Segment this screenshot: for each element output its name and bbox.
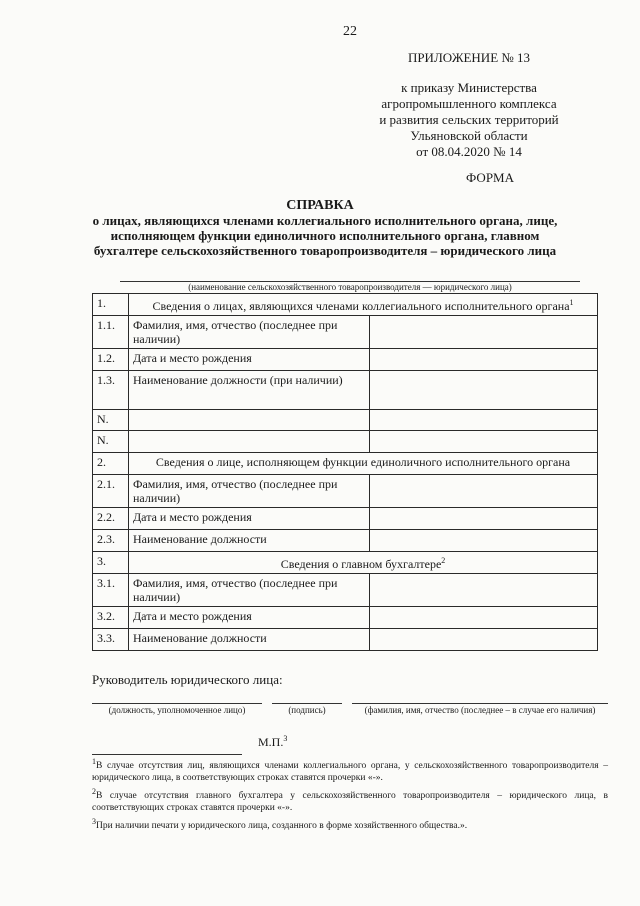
order-line: Ульяновской области bbox=[410, 128, 528, 143]
row-number: N. bbox=[93, 431, 129, 453]
section-title: Сведения о лице, исполняющем функции единоличного исполнительного органа bbox=[129, 453, 598, 475]
page-number: 22 bbox=[343, 24, 357, 39]
row-label[interactable] bbox=[129, 410, 370, 431]
row-number: 2.2. bbox=[93, 508, 129, 530]
row-label: Наименование должности bbox=[129, 629, 370, 651]
info-table bbox=[92, 293, 598, 651]
value-cell[interactable] bbox=[370, 475, 598, 508]
row-number: 2. bbox=[93, 453, 129, 475]
value-cell[interactable] bbox=[370, 508, 598, 530]
appendix-title: ПРИЛОЖЕНИЕ № 13 bbox=[407, 50, 531, 65]
table-row bbox=[93, 607, 598, 629]
table-row bbox=[93, 629, 598, 651]
row-label: Дата и место рождения bbox=[129, 607, 370, 629]
section-title: Сведения о главном бухгалтере$^2$ bbox=[129, 552, 598, 574]
value-cell[interactable] bbox=[370, 530, 598, 552]
row-label: Фамилия, имя, отчество (последнее при наличии) bbox=[129, 316, 370, 349]
table-row bbox=[93, 371, 598, 410]
head-of-entity-label: Руководитель юридического лица: bbox=[92, 672, 283, 687]
appendix-block bbox=[354, 50, 584, 160]
full-name-line[interactable] bbox=[352, 703, 608, 704]
section-row bbox=[93, 453, 598, 475]
value-cell[interactable] bbox=[370, 574, 598, 607]
row-number: 3.3. bbox=[93, 629, 129, 651]
row-number: 3.2. bbox=[93, 607, 129, 629]
row-number: 3.1. bbox=[93, 574, 129, 607]
section-title: Сведения о лицах, являющихся членами коллегиального исполнительного органа$^1$ bbox=[129, 294, 598, 316]
table-row bbox=[93, 410, 598, 431]
table-row bbox=[93, 316, 598, 349]
value-cell[interactable] bbox=[370, 371, 598, 410]
full-name-caption: (фамилия, имя, отчество (последнее – в случае его наличия) bbox=[364, 705, 596, 715]
footnote-separator bbox=[92, 754, 242, 755]
row-label[interactable] bbox=[129, 431, 370, 453]
footnotes bbox=[92, 756, 608, 834]
footnote-2: $^2$В случае отсутствия главного бухгалтера у сельскохозяйственного товаропроизводителя – юридического лица, в соответствующих строках ставятся прочерки «-». bbox=[92, 787, 608, 814]
order-line: агропромышленного комплекса bbox=[381, 96, 557, 111]
row-label: Наименование должности bbox=[129, 530, 370, 552]
row-label: Наименование должности (при наличии) bbox=[129, 371, 370, 410]
table-row bbox=[93, 475, 598, 508]
value-cell[interactable] bbox=[370, 349, 598, 371]
document-title: СПРАВКА bbox=[286, 198, 354, 213]
row-number: 1. bbox=[93, 294, 129, 316]
row-number: 1.3. bbox=[93, 371, 129, 410]
stamp-place-label: М.П.$^3$ bbox=[258, 734, 288, 749]
producer-name-caption: (наименование сельскохозяйственного товаропроизводителя — юридического лица) bbox=[188, 282, 512, 292]
row-number: 2.1. bbox=[93, 475, 129, 508]
order-line: и развития сельских территорий bbox=[379, 112, 559, 127]
signature-line[interactable] bbox=[272, 703, 342, 704]
footnote-1: $^1$В случае отсутствия лиц, являющихся членами коллегиального органа, у сельскохозяйственного товаропроизводителя – юридического лица, в соответствующих строках ставятся прочерки «-». bbox=[92, 757, 608, 784]
table-row bbox=[93, 349, 598, 371]
row-number: N. bbox=[93, 410, 129, 431]
order-line: к приказу Министерства bbox=[401, 80, 537, 95]
table-row bbox=[93, 431, 598, 453]
row-number: 3. bbox=[93, 552, 129, 574]
row-number: 1.1. bbox=[93, 316, 129, 349]
section-row bbox=[93, 294, 598, 316]
value-cell[interactable] bbox=[370, 410, 598, 431]
table-row bbox=[93, 508, 598, 530]
row-label: Дата и место рождения bbox=[129, 349, 370, 371]
order-line: от 08.04.2020 № 14 bbox=[416, 144, 522, 159]
table-row bbox=[93, 530, 598, 552]
row-label: Фамилия, имя, отчество (последнее при наличии) bbox=[129, 475, 370, 508]
value-cell[interactable] bbox=[370, 607, 598, 629]
value-cell[interactable] bbox=[370, 629, 598, 651]
section-row bbox=[93, 552, 598, 574]
row-label: Дата и место рождения bbox=[129, 508, 370, 530]
signature-caption: (подпись) bbox=[288, 705, 326, 715]
row-number: 1.2. bbox=[93, 349, 129, 371]
row-label: Фамилия, имя, отчество (последнее при наличии) bbox=[129, 574, 370, 607]
table-row bbox=[93, 574, 598, 607]
form-label: ФОРМА bbox=[466, 170, 514, 185]
position-line[interactable] bbox=[92, 703, 262, 704]
value-cell[interactable] bbox=[370, 431, 598, 453]
value-cell[interactable] bbox=[370, 316, 598, 349]
position-caption: (должность, уполномоченное лицо) bbox=[108, 705, 246, 715]
row-number: 2.3. bbox=[93, 530, 129, 552]
document-subtitle: о лицах, являющихся членами коллегиального исполнительного органа, лице, исполняющем функции единоличного исполнительного органа, главном бухгалтере сельскохозяйственного товаропроизводителя – юридического лица bbox=[92, 213, 558, 258]
footnote-3: $^3$При наличии печати у юридического лица, созданного в форме хозяйственного общества.». bbox=[92, 817, 468, 832]
